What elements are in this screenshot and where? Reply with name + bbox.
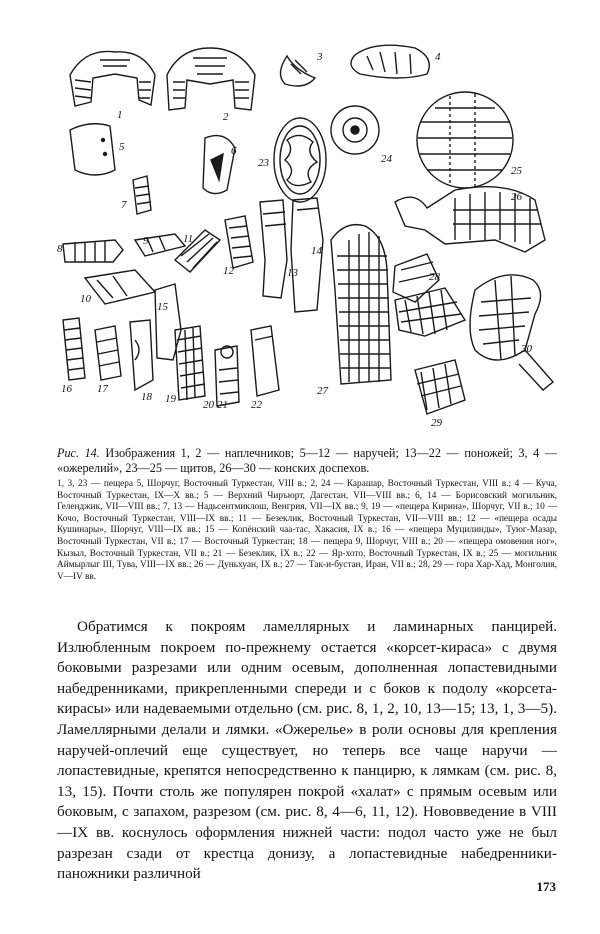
figure-label: 22 xyxy=(251,399,262,411)
armor-drawing-1 xyxy=(70,51,155,106)
figure-label: 13 xyxy=(287,267,298,279)
armor-drawing-16 xyxy=(63,318,85,380)
horse-armor-drawing-26 xyxy=(395,187,545,252)
body-paragraph: Обратимся к покроям ламеллярных и ламинарных панцирей. Излюбленным покроем по-прежнему остается «корсет-кираса» с двумя боковыми разрезами или одним осевым, дополненная лопастевидными набедренниками, прикрепленными спереди и с боков к подолу «корсета-кирасы» или надеваемыми отдельно (см. рис. 8, 1, 2, 10, 13—15; 13, 1, 3—5). Ламеллярными делали и лямки. «Ожерелье» в роли основы для крепления наручей-оплечий еще существует, но теперь все чаще наручи — лопастевидные, крепятся непосредственно к панцирю, к лямкам (см. рис. 8, 13, 15). Почти столь же популярен покрой «халат» с прямым осевым или боковым, с запахом, разрезом (см. рис. 8, 4—6, 11, 12). Нововведение в VIII—IX вв. коснулось оформления нижней части: подол часто уже не был разрезан сзади от крестца донизу, а лопастевидные набедренники-паножники различной xyxy=(57,618,557,883)
figure-label: 1 xyxy=(117,109,123,121)
figure-label: 27 xyxy=(317,385,328,397)
armor-drawing-13 xyxy=(260,200,287,298)
figure-label: 28 xyxy=(429,271,440,283)
figure-label: 18 xyxy=(141,391,152,403)
armor-drawing-21 xyxy=(215,346,239,406)
figure-label: 2 xyxy=(223,111,229,123)
figure-label: 21 xyxy=(217,399,228,411)
armor-drawing-12 xyxy=(225,216,253,268)
figure-label: 9 xyxy=(143,235,149,247)
figure-label: 15 xyxy=(157,301,168,313)
armor-drawing-3 xyxy=(280,56,315,86)
caption-label: Рис. 14. xyxy=(57,446,100,460)
armor-drawing-27 xyxy=(331,225,391,384)
figure-label: 25 xyxy=(511,165,522,177)
figure-label: 6 xyxy=(231,145,237,157)
figure-label: 17 xyxy=(97,383,108,395)
armor-drawing-5 xyxy=(70,124,115,175)
figure-illustration xyxy=(55,30,555,430)
shield-drawing-25 xyxy=(417,92,513,188)
figure-label: 8 xyxy=(57,243,63,255)
figure-label: 5 xyxy=(119,141,125,153)
armor-drawing-11 xyxy=(175,230,220,272)
figure-label: 20 xyxy=(203,399,214,411)
shield-drawing-24 xyxy=(331,106,379,154)
armor-drawing-15 xyxy=(155,284,181,360)
figure-label: 4 xyxy=(435,51,441,63)
figure-label: 10 xyxy=(80,293,91,305)
armor-drawing-4 xyxy=(351,45,429,78)
figure-label: 24 xyxy=(381,153,392,165)
figure-label: 23 xyxy=(258,157,269,169)
figure-label: 30 xyxy=(521,343,532,355)
page-number: 173 xyxy=(536,879,556,894)
caption-text: Изображения 1, 2 — наплечников; 5—12 — наручей; 13—22 — поножей; 3, 4 — «ожерелий», 23—25 — щитов, 26—30 — конских доспехов. xyxy=(57,446,558,475)
horse-armor-drawing-30 xyxy=(470,275,553,390)
figure-label: 16 xyxy=(61,383,72,395)
figure-label: 12 xyxy=(223,265,234,277)
figure-label: 7 xyxy=(121,199,127,211)
figure-label: 26 xyxy=(511,191,522,203)
armor-drawing-22 xyxy=(251,326,279,396)
figure-label: 11 xyxy=(183,233,194,245)
armor-drawing-10 xyxy=(85,270,155,304)
armor-drawing-2 xyxy=(167,48,255,110)
armor-drawing-7 xyxy=(133,176,151,214)
armor-drawing-8 xyxy=(63,240,123,262)
figure-caption xyxy=(57,446,557,476)
shield-drawing-23 xyxy=(274,118,326,202)
figure-label: 3 xyxy=(317,51,323,63)
caption-details: 1, 3, 23 — пещера 5, Шорчуг, Восточный Туркестан, VIII в.; 2, 24 — Карашар, Восточный Туркестан, VIII в.; 4 — Куча, Восточный Туркестан, IX—X вв.; 5 — Верхний Чиръюрт, Дагестан, VII—VIII вв.; 6, 14 — Борисовский могильник, Геленджик, VII—VIII вв.; 7, 13 — Надьсентмиклош, Венгрия, VII—IX вв.; 9, 19 — «пещера Кирина», Шорчуг, VII в.; 10 — Кочо, Восточный Туркестан, VIII—IX вв.; 11 — Безеклик, Восточный Туркестан, VII—VIII вв.; 12 — «пещера осады Кушинары», Шорчуг, VIII—IX вв.; 15 — Копёнский чаа-тас, Хакасия, IX в.; 16 — «пещера Муцилинды», Туюг-Мазар, Восточный Туркестан, VII в.; 17 — Восточный Туркестан; 18 — пещера 9, Шорчуг, VIII в.; 20 — «пещера омовения ног», Кызыл, Восточный Туркестан, VII в.; 21 — Безеклик, IX в.; 22 — Яр-хото, Восточный Туркестан, IX в.; 25 — могильник Аймырлыг III, Тува, VIII—IX вв.; 26 — Дуньхуан, IX в.; 27 — Так-и-бустан, Иран, VII в.; 28, 29 — гора Хар-Хад, Монголия, V—IV вв. xyxy=(57,479,557,582)
armor-drawing-17 xyxy=(95,326,121,380)
figure-label: 29 xyxy=(431,417,442,429)
figure-label: 19 xyxy=(165,393,176,405)
horse-armor-drawing-29 xyxy=(395,288,465,414)
figure-label: 14 xyxy=(311,245,322,257)
armor-drawing-18 xyxy=(130,320,153,390)
